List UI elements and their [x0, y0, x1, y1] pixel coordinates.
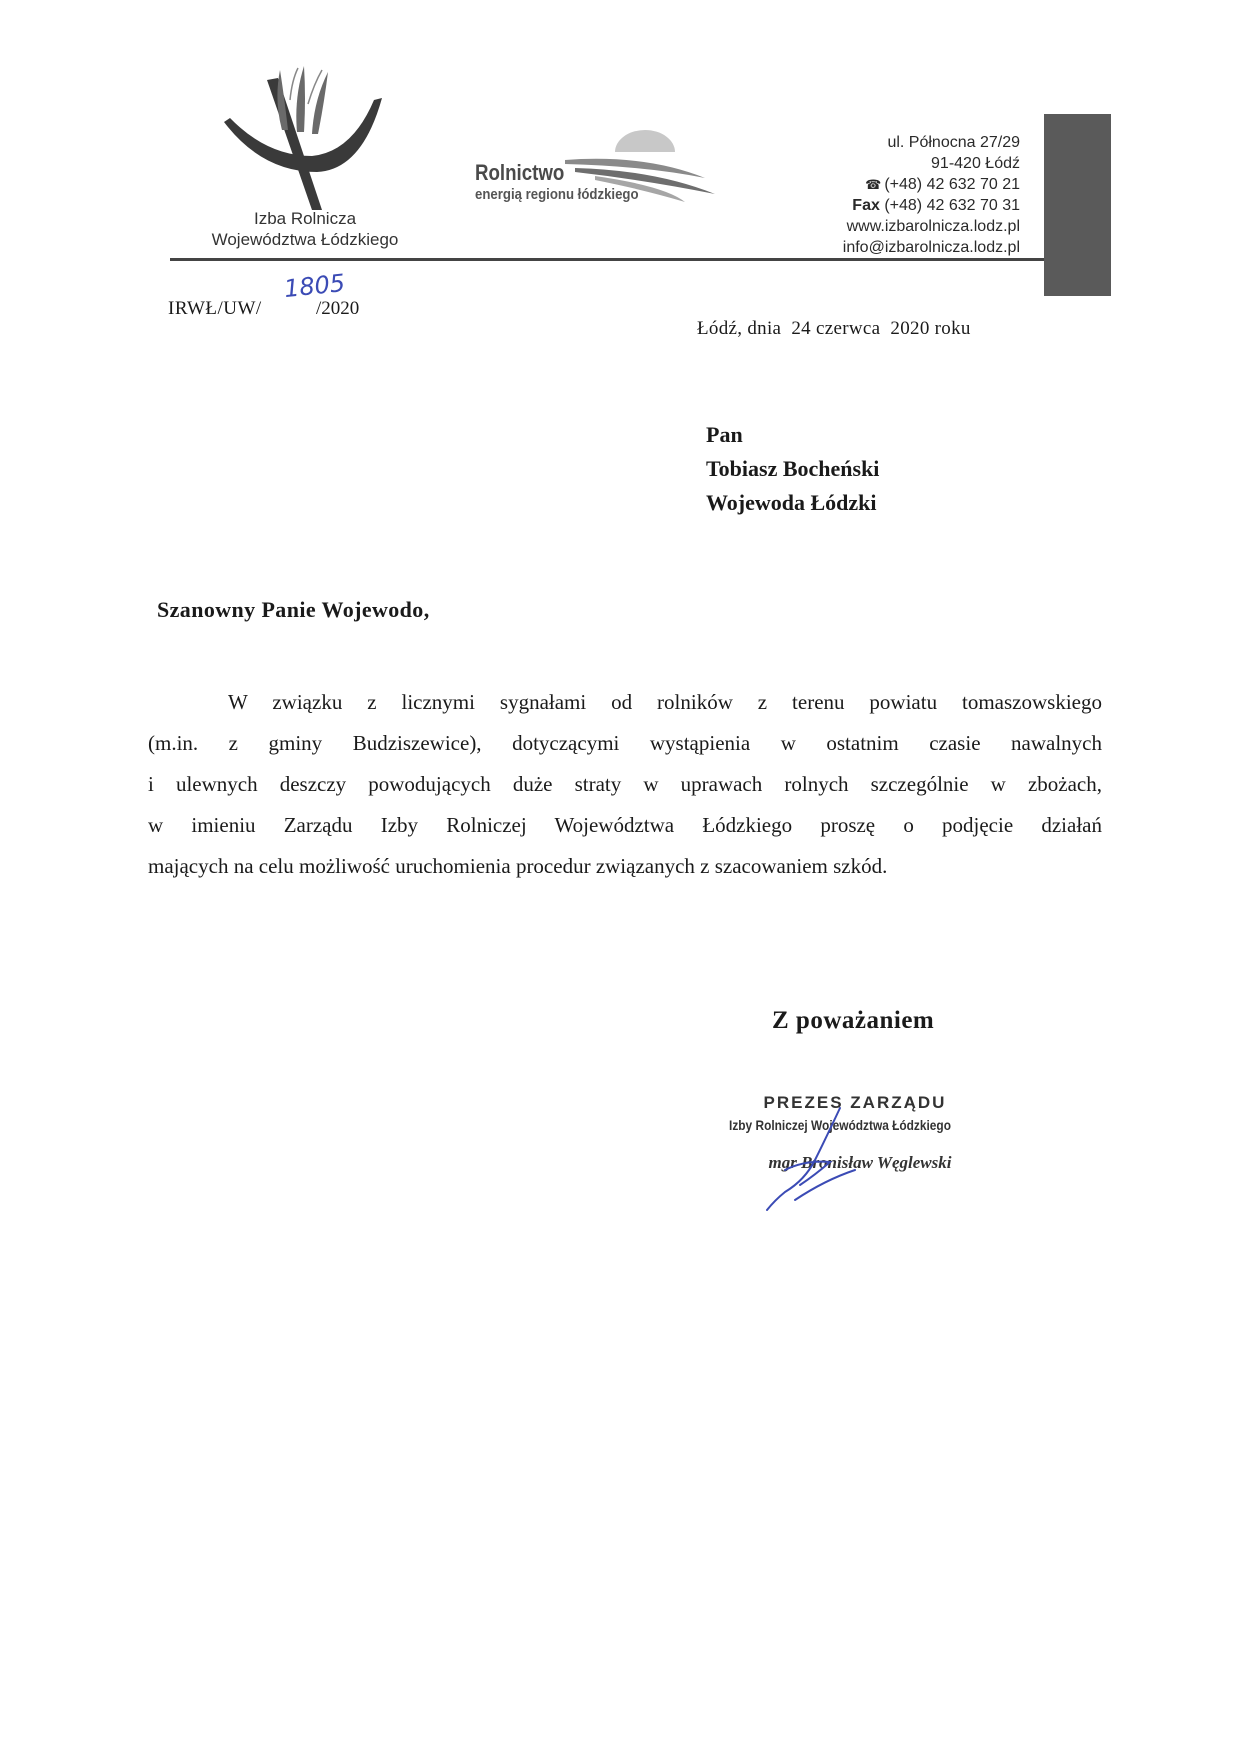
body-line: W związku z licznymi sygnałami od rolników z terenu powiatu tomaszowskiego	[228, 690, 1102, 714]
organization-name-line1: Izba Rolnicza	[253, 209, 357, 228]
stamp-title: PREZES ZARZĄDU	[763, 1093, 947, 1112]
contact-street: ul. Północna 27/29	[887, 134, 1020, 151]
contact-email: info@izbarolnicza.lodz.pl	[842, 239, 1020, 256]
stamp-name: mgr Bronisław Węglewski	[768, 1153, 952, 1172]
slogan-subtitle: energią regionu łódzkiego	[475, 186, 639, 203]
contact-phone: (+48) 42 632 70 21	[884, 176, 1020, 193]
fax-label: Fax	[852, 197, 880, 214]
addressee-line3: Wojewoda Łódzki	[706, 490, 877, 515]
contact-fax-line	[780, 195, 1020, 216]
letter-date: Łódź, dnia 24 czerwca 2020 roku	[697, 318, 971, 339]
addressee-line2: Tobiasz Bocheński	[706, 456, 880, 481]
reference-handwritten-number: 1805	[282, 268, 347, 304]
chamber-logo	[222, 60, 382, 210]
header-divider	[170, 258, 1044, 261]
organization-name-line2: Województwa Łódzkiego	[211, 230, 399, 249]
letter-body	[148, 682, 1102, 887]
body-line: (m.in. z gminy Budziszewice), dotyczącymi wystąpienia w ostatnim czasie nawalnych	[148, 731, 1102, 755]
phone-icon: ☎	[865, 177, 882, 192]
handwritten-signature	[745, 1100, 875, 1220]
salutation: Szanowny Panie Wojewodo,	[157, 597, 430, 622]
organization-name	[190, 208, 420, 250]
header-side-bar	[1044, 114, 1111, 296]
body-line: mających na celu możliwość uruchomienia procedur związanych z szacowaniem szkód.	[148, 854, 888, 878]
contact-fax: (+48) 42 632 70 31	[884, 197, 1020, 214]
body-line: i ulewnych deszczy powodujących duże straty w uprawach rolnych szczególnie w zbożach,	[148, 772, 1102, 796]
body-line: w imieniu Zarządu Izby Rolniczej Województwa Łódzkiego proszę o podjęcie działań	[148, 813, 1102, 837]
reference-prefix: IRWŁ/UW/	[168, 298, 262, 319]
contact-city: 91-420 Łódź	[931, 155, 1020, 172]
contact-block	[780, 132, 1020, 258]
closing: Z poważaniem	[772, 1007, 935, 1034]
stamp-organization: Izby Rolniczej Województwa Łódzkiego	[729, 1117, 951, 1133]
addressee-block	[706, 418, 879, 520]
reference-year: /2020	[316, 298, 360, 319]
addressee-line1: Pan	[706, 422, 743, 447]
slogan-title: Rolnictwo	[475, 160, 565, 185]
contact-website: www.izbarolnicza.lodz.pl	[846, 218, 1020, 235]
contact-phone-line	[780, 174, 1020, 195]
